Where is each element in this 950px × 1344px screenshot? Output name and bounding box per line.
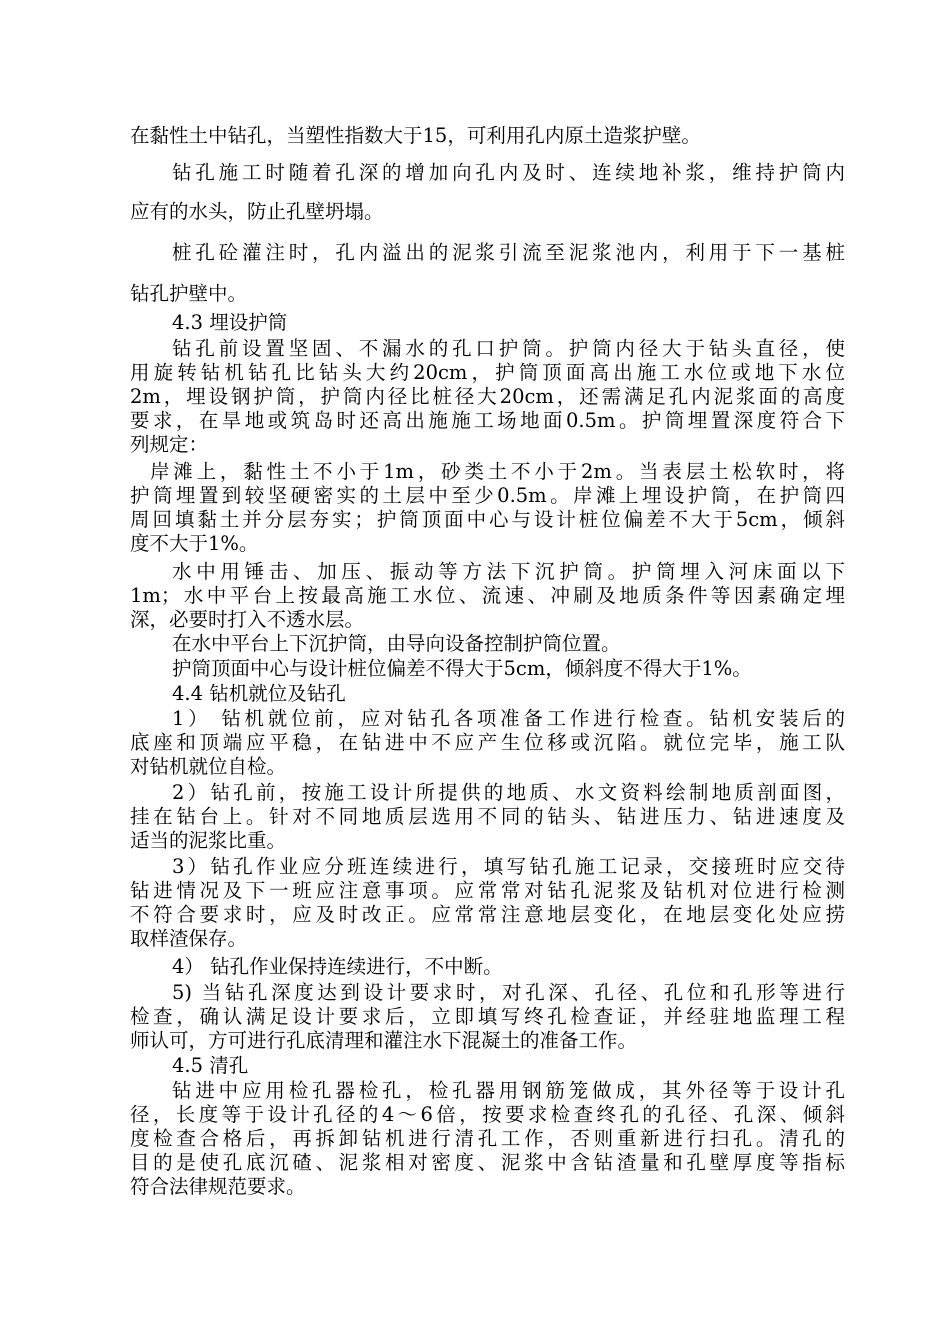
text-line: 底座和顶端应平稳，在钻进中不应产生位移或沉陷。就位完毕，施工队: [130, 731, 845, 754]
text-line: 在水中平台上下沉护筒，由导向设备控制护筒位置。: [172, 632, 621, 655]
text-line: 钻进中应用检孔器检孔，检孔器用钢筋笼做成，其外径等于设计孔: [172, 1079, 845, 1102]
text-line: 符合法律规范要求。: [130, 1175, 306, 1198]
text-line: 不符合要求时，应及时改正。应常常注意地层变化，在地层变化处应捞: [130, 903, 845, 926]
text-line: 适当的泥浆比重。: [130, 829, 287, 852]
text-line: 2）钻孔前，按施工设计所提供的地质、水文资料绘制地质剖面图，: [172, 781, 845, 804]
text-line: 3）钻孔作业应分班连续进行，填写钻孔施工记录，交接班时应交待: [172, 855, 845, 878]
text-line: 目的是使孔底沉碴、泥浆相对密度、泥浆中含钻渣量和孔壁厚度等指标: [130, 1151, 845, 1174]
text-line: 度检查合格后，再拆卸钻机进行清孔工作，否则重新进行扫孔。清孔的: [130, 1127, 845, 1150]
section-heading: 4.4 钻机就位及钻孔: [172, 682, 346, 705]
text-line: 应有的水头，防止孔壁坍塌。: [130, 200, 384, 223]
text-line: 4） 钻孔作业保持连续进行，不中断。: [172, 955, 503, 978]
text-line: 周回填黏土并分层夯实；护筒顶面中心与设计桩位偏差不大于5cm，倾斜: [130, 508, 845, 531]
text-line: 护筒顶面中心与设计桩位偏差不得大于5cm，倾斜度不得大于1%。: [172, 657, 752, 680]
text-line: 深，必要时打入不透水层。: [130, 608, 365, 631]
text-line: 岸滩上，黏性土不小于1m，砂类土不小于2m。当表层土松软时，将: [150, 460, 845, 483]
text-line: 在黏性土中钻孔，当塑性指数大于15，可利用孔内原土造浆护壁。: [130, 124, 701, 147]
text-line: 取样渣保存。: [130, 927, 248, 950]
text-line: 钻孔前设置坚固、不漏水的孔口护筒。护筒内径大于钻头直径，使: [172, 337, 845, 360]
text-line: 列规定：: [130, 433, 209, 456]
text-line: 钻孔护壁中。: [130, 282, 248, 305]
text-line: 2m，埋设钢护筒，护筒内径比桩径大20cm，还需满足孔内泥浆面的高度: [130, 385, 845, 408]
text-line: 检查，确认满足设计要求后，立即填写终孔检查证，并经驻地监理工程: [130, 1005, 845, 1028]
section-heading: 4.5 清孔: [172, 1054, 249, 1077]
text-line: 5) 当钻孔深度达到设计要求时，对孔深、孔径、孔位和孔形等进行: [172, 981, 845, 1004]
text-line: 师认可，方可进行孔底清理和灌注水下混凝土的准备工作。: [130, 1029, 638, 1052]
text-line: 1m；水中平台上按最高施工水位、流速、冲刷及地质条件等因素确定埋: [130, 584, 845, 607]
text-line: 用旋转钻机钻孔比钻头大约20cm，护筒顶面高出施工水位或地下水位: [130, 361, 845, 384]
text-line: 径，长度等于设计孔径的4～6倍，按要求检查终孔的孔径、孔深、倾斜: [130, 1103, 845, 1126]
text-line: 1） 钻机就位前，应对钻孔各项准备工作进行检查。钻机安装后的: [172, 707, 845, 730]
section-heading: 4.3 埋设护筒: [172, 311, 288, 334]
text-line: 度不大于1%。: [130, 532, 259, 555]
text-line: 水中用锤击、加压、振动等方法下沉护筒。护筒埋入河床面以下: [172, 560, 845, 583]
text-line: 挂在钻台上。针对不同地质层选用不同的钻头、钻进压力、钻进速度及: [130, 805, 845, 828]
text-line: 钻孔施工时随着孔深的增加向孔内及时、连续地补浆，维持护筒内: [172, 161, 845, 184]
text-line: 钻进情况及下一班应注意事项。应常常对钻孔泥浆及钻机对位进行检测: [130, 879, 845, 902]
text-line: 要求，在旱地或筑岛时还高出施施工场地面0.5m。护筒埋置深度符合下: [130, 409, 845, 432]
text-line: 桩孔砼灌注时，孔内溢出的泥浆引流至泥浆池内，利用于下一基桩: [172, 241, 845, 264]
text-line: 对钻机就位自检。: [130, 755, 287, 778]
text-line: 护筒埋置到较坚硬密实的土层中至少0.5m。岸滩上埋设护筒，在护筒四: [130, 484, 845, 507]
